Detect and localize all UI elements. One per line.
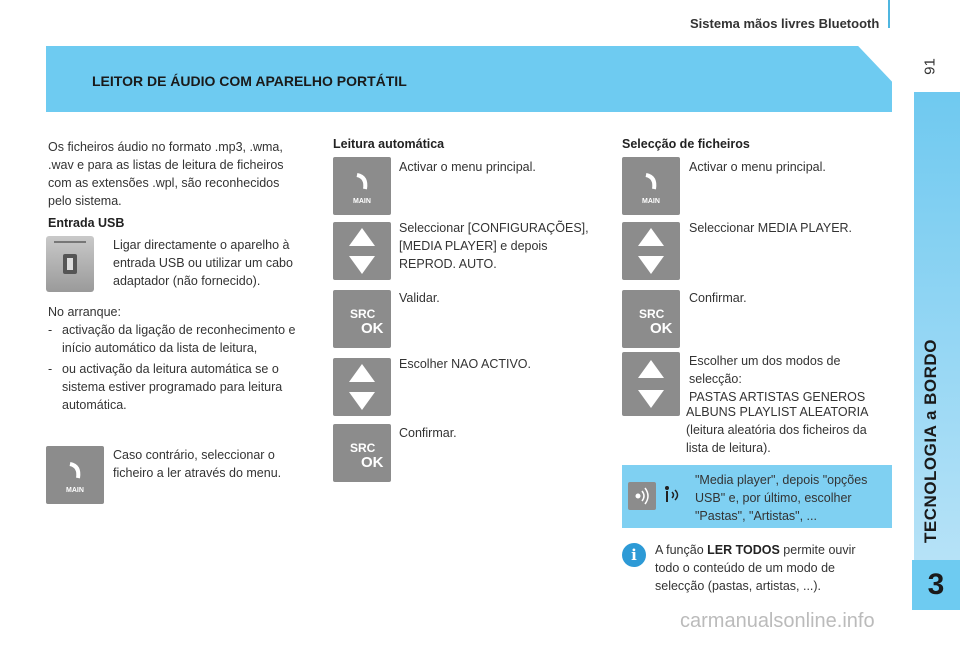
main-button bbox=[46, 446, 104, 504]
auto-step-4: Escolher NAO ACTIVO. bbox=[399, 357, 531, 371]
auto-play-heading: Leitura automática bbox=[333, 137, 445, 151]
main-label: MAIN bbox=[642, 198, 660, 205]
src-label: SRC bbox=[350, 441, 376, 455]
main-button bbox=[333, 157, 391, 215]
select-step-1: Activar o menu principal. bbox=[689, 160, 826, 174]
main-label: MAIN bbox=[66, 487, 84, 494]
arrow-up-icon bbox=[638, 228, 664, 246]
src-ok-button bbox=[333, 424, 391, 482]
arrow-up-icon bbox=[349, 228, 375, 246]
arrow-down-icon bbox=[349, 256, 375, 274]
section-title: Sistema mãos livres Bluetooth bbox=[690, 16, 880, 31]
otherwise-text: Caso contrário, seleccionar o ficheiro a ler através do menu. bbox=[113, 448, 282, 480]
auto-step-2: Seleccionar [CONFIGURAÇÕES], [MEDIA PLAYER] e depois REPROD. AUTO. bbox=[399, 221, 589, 271]
voice-command-button bbox=[628, 482, 656, 510]
auto-step-3: Validar. bbox=[399, 291, 440, 305]
src-label: SRC bbox=[350, 307, 376, 321]
voice-speech-icon bbox=[662, 484, 682, 511]
src-ok-button bbox=[333, 290, 391, 348]
intro-text: Os ficheiros áudio no formato .mp3, .wma, .wav e para as listas de leitura de ficheiros com as extensões .wpl, são reconhecidos pelo sistema. bbox=[48, 140, 284, 208]
ok-label: OK bbox=[361, 320, 384, 337]
auto-step-5: Confirmar. bbox=[399, 426, 457, 440]
up-down-button bbox=[622, 352, 680, 416]
header-rule bbox=[888, 0, 890, 28]
ok-label: OK bbox=[650, 320, 673, 337]
info-icon: i bbox=[622, 543, 646, 567]
up-down-button bbox=[333, 222, 391, 280]
src-label: SRC bbox=[639, 307, 665, 321]
bullet-2: ou activação da leitura automática se o sistema estiver programado para leitura automática. bbox=[62, 362, 283, 412]
select-step-4: Escolher um dos modos de selecção: PASTAS ARTISTAS GENEROS bbox=[689, 354, 866, 404]
src-ok-button bbox=[622, 290, 680, 348]
select-step-3: Confirmar. bbox=[689, 291, 747, 305]
up-down-button bbox=[622, 222, 680, 280]
arrow-up-icon bbox=[638, 360, 664, 378]
main-label: MAIN bbox=[353, 198, 371, 205]
bullet-dash: - bbox=[48, 362, 53, 376]
info-text: A função LER TODOS permite ouvir todo o conteúdo de um modo de selecção (pastas, artistas, ...). bbox=[655, 543, 856, 593]
file-selection-heading: Selecção de ficheiros bbox=[622, 137, 750, 151]
page-title: LEITOR DE ÁUDIO COM APARELHO PORTÁTIL bbox=[92, 73, 407, 89]
up-down-button bbox=[333, 358, 391, 416]
chapter-title: TECNOLOGIA a BORDO bbox=[921, 339, 940, 543]
auto-step-1: Activar o menu principal. bbox=[399, 160, 536, 174]
watermark: carmanualsonline.info bbox=[680, 610, 875, 632]
arrow-down-icon bbox=[349, 392, 375, 410]
select-step-4-modes: ALBUNS PLAYLIST ALEATORIA (leitura aleatória dos ficheiros da lista de leitura). bbox=[686, 405, 869, 455]
start-label: No arranque: bbox=[48, 305, 121, 319]
usb-heading: Entrada USB bbox=[48, 216, 125, 230]
ok-label: OK bbox=[361, 454, 384, 471]
bullet-dash: - bbox=[48, 323, 53, 337]
usb-port-image bbox=[46, 236, 94, 292]
chapter-number: 3 bbox=[912, 560, 960, 610]
arrow-down-icon bbox=[638, 390, 664, 408]
bullet-1: activação da ligação de reconhecimento e início automático da lista de leitura, bbox=[62, 323, 296, 355]
arrow-down-icon bbox=[638, 256, 664, 274]
voice-note-text: "Media player", depois "opções USB" e, por último, escolher "Pastas", "Artistas", ... bbox=[695, 473, 868, 523]
arrow-up-icon bbox=[349, 364, 375, 382]
main-button bbox=[622, 157, 680, 215]
select-step-2: Seleccionar MEDIA PLAYER. bbox=[689, 221, 853, 235]
usb-text: Ligar directamente o aparelho à entrada USB ou utilizar um cabo adaptador (não fornecido). bbox=[113, 238, 293, 288]
page-number: 91 bbox=[921, 58, 939, 75]
